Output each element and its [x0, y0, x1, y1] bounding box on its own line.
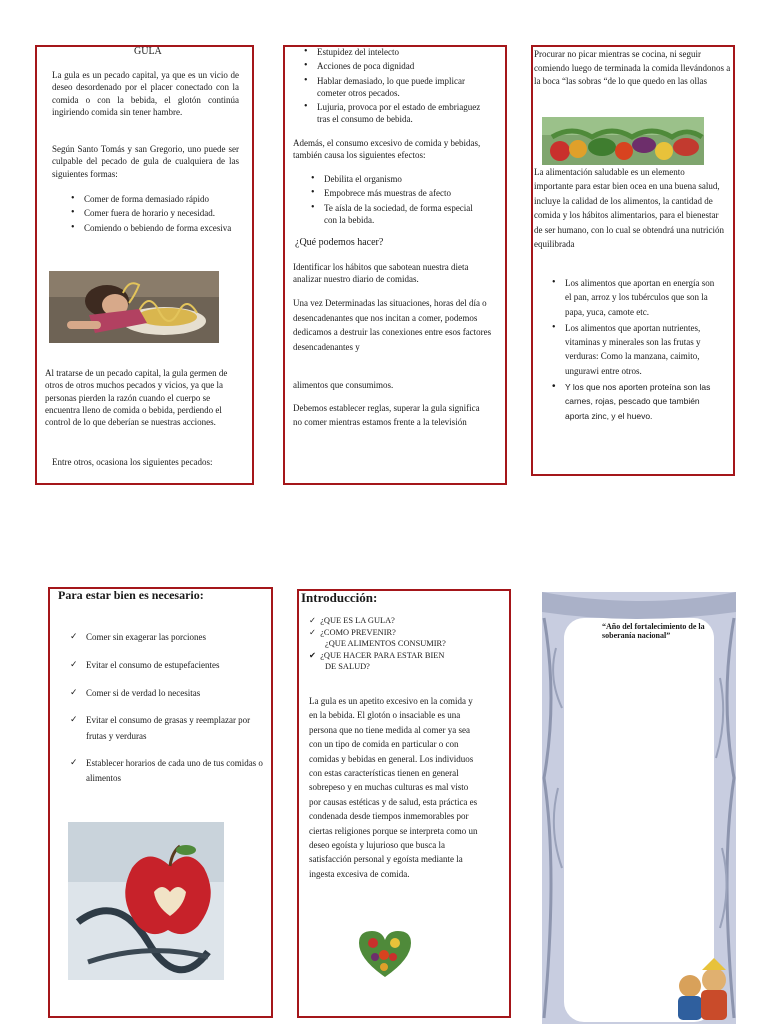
- gula-capital-sin-paragraph: Al tratarse de un pecado capital, la gula germen de otros de otros muchos pecados y vicios, ya que la personas pierden la razón cuando el cuerpo se encuentra lleno de comida o bebida, perdiendo el control de lo que deberían se nuestras acciones.: [45, 368, 228, 428]
- list-item: ✓ Comer sin exagerar las porciones: [68, 630, 263, 645]
- vegetables-image: [542, 117, 704, 165]
- food-groups-list: [548, 276, 720, 425]
- introduction-paragraph: La gula es un apetito excesivo en la comida y en la bebida. El glotón o insaciable es una persona que no tiene medida al comer ya sea con un tipo de comida en particular o con comidas y bebidas en general. Los individuos con estas características tienen en general sobrepeso y en muchas culturas es mal visto por causas estéticas y de salud, esta práctica es condenada desde tiempos inmemorables por ciertas religiones porque se interpreta como un deseo egoísta y lujurioso que busca la satisfacción personal y egoísta mediante la ingesta excesiva de comida.: [309, 696, 478, 879]
- list-item: ✓ Evitar el consumo de grasas y reemplazar por frutas y verduras: [68, 713, 263, 744]
- fruit-heart-icon: [357, 929, 413, 979]
- question-label: ¿QUE HACER PARA ESTAR BIEN: [320, 650, 445, 660]
- panel-be-well: [48, 587, 273, 1018]
- list-item: • Los alimentos que aportan nutrientes, vitaminas y minerales son las frutas y verduras: Como la manzana, caimito, ungurawi entre otros.: [548, 321, 720, 378]
- gula-intro-paragraph: La gula es un pecado capital, ya que es un vicio de deseo desordenado por el placer conectado con la comida o con la bebida, el glotón continúa ingiriendo comida sin tener hambre.: [52, 70, 239, 117]
- situations-paragraph: Una vez Determinadas las situaciones, horas del día o desencadenantes que nos incitan a comer, podemos dedicamos a destruir las conexiones entre esos factores desencadenantes y: [293, 298, 492, 352]
- list-item: • Acciones de poca dignidad: [300, 60, 492, 72]
- cover-scroll-panel: [536, 588, 742, 1024]
- list-item: • Debilita el organismo: [307, 173, 487, 185]
- question-prevent: [309, 627, 509, 639]
- question-stay-well-cont: [309, 661, 509, 673]
- healthy-eating-paragraph: La alimentación saludable es un elemento importante para estar bien ocea en una buena salud, incluye la calidad de los alimentos, la cantidad de comida y los hábitos alimentarios, para el bienestar de ser humano, con lo cual se obtendrá una nutrición equilibrada: [534, 167, 724, 250]
- panel-introduction: [297, 589, 511, 1018]
- be-well-title: Para estar bien es necesario:: [58, 588, 204, 602]
- list-item: • Lujuria, provoca por el estado de embriaguez tras el consumo de bebida.: [300, 101, 492, 126]
- list-item: • Te aísla de la sociedad, de forma especial con la bebida.: [307, 202, 487, 227]
- child-eating-spaghetti-image: [49, 271, 219, 343]
- list-item: ✓ Establecer horarios de cada uno de tus comidas o alimentos: [68, 756, 263, 787]
- year-motto-line1: “Año del fortalecimiento de la: [602, 622, 705, 631]
- panel-effects: [283, 45, 507, 485]
- foods-consumed-line: alimentos que consumimos.: [293, 380, 394, 390]
- check-icon: ✔: [309, 649, 317, 660]
- gula-forms-paragraph: Según Santo Tomás y san Gregorio, uno puede ser culpable del pecado de gula de cualquiera de las siguientes formas:: [52, 144, 239, 179]
- list-item: • Y los que nos aporten proteína son las carnes, rojas, pescado que también aporta zinc, y el huevo.: [548, 380, 720, 423]
- list-item: ✓ Evitar el consumo de estupefacientes: [68, 658, 263, 673]
- apple-stethoscope-image: [68, 822, 224, 980]
- rules-paragraph: Debemos establecer reglas, superar la gula significa no comer mientras estamos frente a la televisión: [293, 403, 480, 427]
- identify-habits-paragraph: Identificar los hábitos que sabotean nuestra dieta analizar nuestro diario de comidas.: [293, 262, 469, 285]
- panel-gula: [35, 45, 254, 485]
- sins-list: [300, 46, 492, 128]
- check-icon: ✓: [309, 626, 317, 637]
- effects-list: [307, 173, 487, 228]
- gula-forms-list: [67, 193, 239, 236]
- no-snacking-paragraph: Procurar no picar mientras se cocina, ni seguir comiendo luego de terminada la comida llevándonos a la boca “las sobras “de lo que quedo en las ollas: [534, 49, 731, 86]
- question-foods: [309, 638, 509, 650]
- list-item: • Estupidez del intelecto: [300, 46, 492, 58]
- be-well-list: [68, 630, 263, 787]
- question-list: [309, 615, 509, 673]
- gula-sins-intro: Entre otros, ocasiona los siguientes pecados:: [52, 457, 213, 467]
- introduction-title: Introducción:: [301, 590, 378, 605]
- scroll-frame-image: [536, 588, 742, 1024]
- panel-healthy-eating: [531, 45, 735, 476]
- question-label: ¿QUE ES LA GULA?: [320, 616, 395, 625]
- question-stay-well: [309, 650, 509, 662]
- check-icon: ✓: [309, 615, 317, 625]
- list-item: • Comer fuera de horario y necesidad.: [67, 207, 239, 219]
- list-item: • Hablar demasiado, lo que puede implicar cometer otros pecados.: [300, 75, 492, 100]
- list-item: ✓ Comer si de verdad lo necesitas: [68, 686, 263, 701]
- list-item: • Los alimentos que aportan en energía son el pan, arroz y los tubérculos que son la papa, yuca, camote etc.: [548, 276, 720, 319]
- question-label: ¿QUE ALIMENTOS CONSUMIR?: [325, 639, 446, 648]
- list-item: • Comiendo o bebiendo de forma excesiva: [67, 222, 239, 234]
- question-label: ¿COMO PREVENIR?: [320, 627, 396, 637]
- year-motto-line2: soberanía nacional”: [602, 631, 671, 640]
- what-can-we-do-heading: ¿Qué podemos hacer?: [295, 237, 384, 248]
- gula-title: GULA: [134, 46, 162, 57]
- list-item: • Comer de forma demasiado rápido: [67, 193, 239, 205]
- effects-paragraph: Además, el consumo excesivo de comida y bebidas, también causa los siguientes efectos:: [293, 138, 481, 161]
- question-label: DE SALUD?: [325, 662, 370, 671]
- question-what-is: [309, 615, 509, 627]
- list-item: • Empobrece más muestras de afecto: [307, 187, 487, 199]
